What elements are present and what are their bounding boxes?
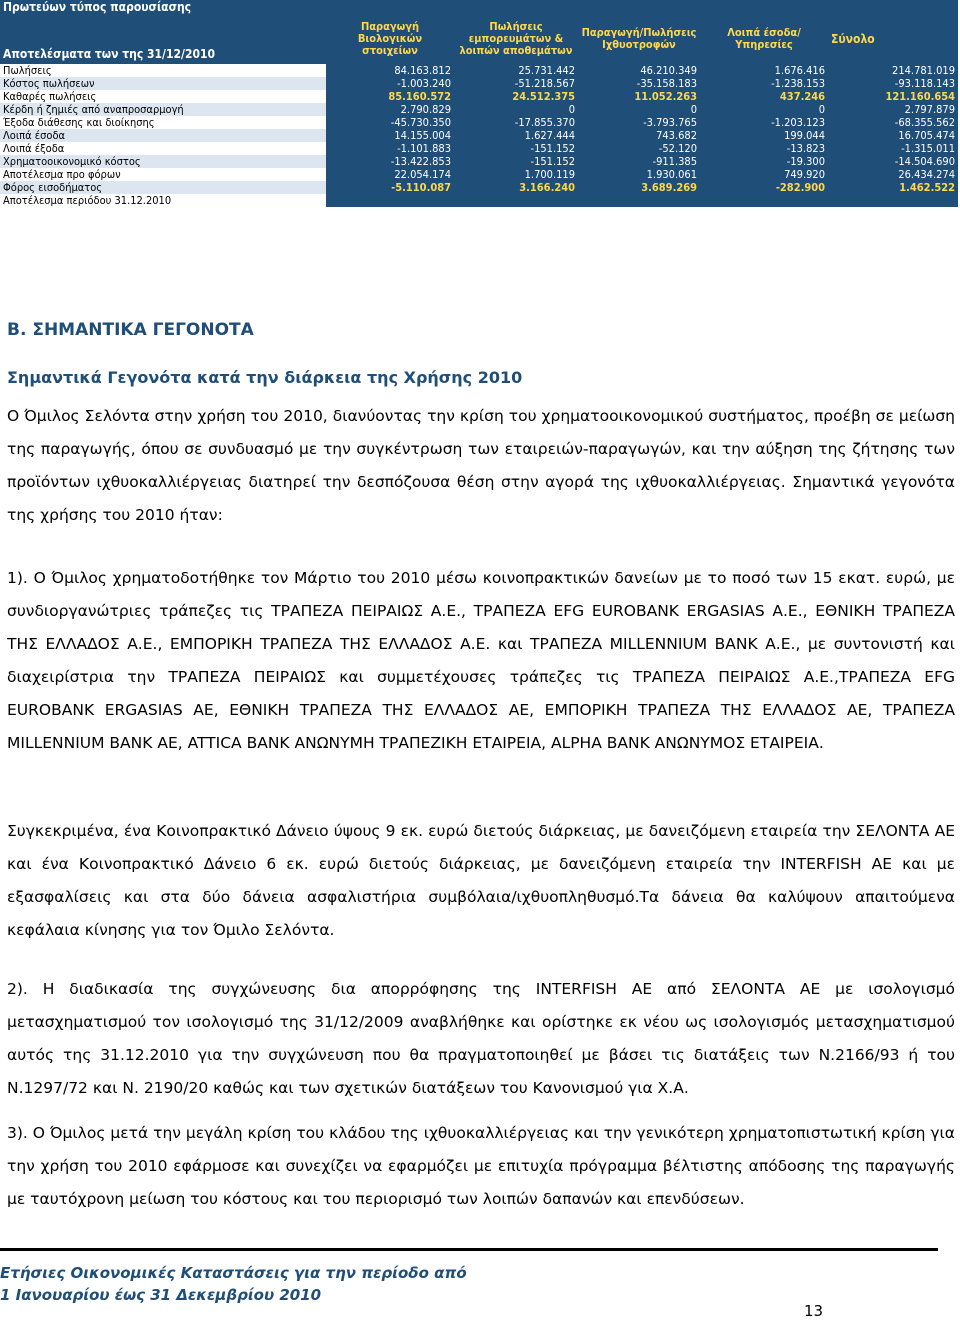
table-cell: 46.210.349: [578, 64, 700, 77]
table-cell: 0: [578, 103, 700, 116]
table-cell: [828, 194, 958, 207]
table-row: [0, 116, 958, 129]
table-cell: 0: [454, 103, 578, 116]
table-cell: [578, 194, 700, 207]
row-label: Λοιπά έξοδα: [0, 142, 326, 155]
table-cell: 1.627.444: [454, 129, 578, 142]
table-cell: 437.246: [700, 90, 828, 103]
table-row: [0, 103, 958, 116]
row-label: Αποτέλεσμα περιόδου 31.12.2010: [0, 194, 326, 207]
footer-line-1: Ετήσιες Οικονομικές Καταστάσεις για την περίοδο από: [0, 1264, 467, 1282]
table-cell: -51.218.567: [454, 77, 578, 90]
table-cell: 1.676.416: [700, 64, 828, 77]
table-cell: [454, 194, 578, 207]
page-number: 13: [804, 1302, 824, 1320]
paragraph: Συγκεκριμένα, ένα Κοινοπρακτικό Δάνειο ύψους 9 εκ. ευρώ διετούς διάρκειας, με δανειζόμενη εταιρεία την ΣΕΛΟΝΤΑ ΑΕ και ένα Κοινοπρακτικό Δάνειο 6 εκ. ευρώ διετούς διάρκειας, με δανειζόμενη εταιρεία την INTERFISH ΑΕ και με εξασφαλίσεις και στα δύο δάνεια ασφαλιστήρια συμβόλαια/ιχθυοπληθυσμό.Τα δάνεια θα καλύψουν απαιτούμενα κεφάλαια κίνησης για τον Όμιλο Σελόντα.: [7, 822, 955, 939]
table-cell: -13.422.853: [326, 155, 454, 168]
table-row: [0, 194, 958, 207]
table-cell: 749.920: [700, 168, 828, 181]
paragraph: Ο Όμιλος Σελόντα στην χρήση του 2010, διανύοντας την κρίση του χρηματοοικονομικού συστήματος, προέβη σε μείωση της παραγωγής, όπου σε συνδυασμό με την συγκέντρωση των εταιρειών-παραγωγών, και την αύξηση της ζήτησης των προϊόντων ιχθυοκαλλιέργειας διατηρεί την δεσπόζουσα θέση στην αγορά της ιχθυοκαλλιέργειας. Σημαντικά γεγονότα της χρήσης του 2010 ήταν:: [7, 407, 955, 524]
table-cell: -151.152: [454, 142, 578, 155]
table-cell: -17.855.370: [454, 116, 578, 129]
row-label: Χρηματοοικονομικό κόστος: [0, 155, 326, 168]
footer-title: [0, 1262, 467, 1306]
table-cell: -1.238.153: [700, 77, 828, 90]
table-cell: 0: [700, 103, 828, 116]
column-header: Πωλήσεις εμπορευμάτων & λοιπών αποθεμάτων: [454, 14, 578, 64]
table-caption: Πρωτεύων τύπος παρουσίασης: [0, 0, 326, 14]
row-label: Κόστος πωλήσεων: [0, 77, 326, 90]
table-cell: -14.504.690: [828, 155, 958, 168]
table-row: [0, 129, 958, 142]
footer-line-2: 1 Ιανουαρίου έως 31 Δεκεμβρίου 2010: [0, 1286, 322, 1304]
table-cell: -911.385: [578, 155, 700, 168]
table-cell: 121.160.654: [828, 90, 958, 103]
table-row: [0, 77, 958, 90]
table-cell: 25.731.442: [454, 64, 578, 77]
table-cell: [326, 194, 454, 207]
column-header: Παραγωγή Βιολογικών στοιχείων: [326, 14, 454, 64]
table-cell: 199.044: [700, 129, 828, 142]
table-cell: -151.152: [454, 155, 578, 168]
table-cell: 2.790.829: [326, 103, 454, 116]
table-cell: -5.110.087: [326, 181, 454, 194]
row-label: Καθαρές πωλήσεις: [0, 90, 326, 103]
paragraph: 2). Η διαδικασία της συγχώνευσης δια απορρόφησης της INTERFISH ΑΕ από ΣΕΛΟΝΤΑ ΑΕ με ισολογισμό μετασχηματισμού τον ισολογισμό της 31/12/2009 αναβλήθηκε και ορίστηκε εκ νέου ως ισολογισμός μετασχηματισμού αυτός της 31.12.2010 για την συγχώνευση που θα πραγματοποιηθεί με βάσει τις διατάξεις των Ν.2166/93 ή του Ν.1297/72 και Ν. 2190/20 καθώς και των σχετικών διατάξεων του Κανονισμού για Χ.Α.: [7, 980, 955, 1097]
table-cell: 743.682: [578, 129, 700, 142]
section-title: Β. ΣΗΜΑΝΤΙΚΑ ΓΕΓΟΝΟΤΑ: [7, 320, 254, 340]
table-cell: 22.054.174: [326, 168, 454, 181]
table-cell: -52.120: [578, 142, 700, 155]
table-cell: 24.512.375: [454, 90, 578, 103]
table-cell: -1.101.883: [326, 142, 454, 155]
column-header: Σύνολο: [828, 14, 958, 64]
row-label: Λοιπά έσοδα: [0, 129, 326, 142]
paragraph: 1). Ο Όμιλος χρηματοδοτήθηκε τον Μάρτιο του 2010 μέσω κοινοπρακτικών δανείων με το ποσό των 15 εκατ. ευρώ, με συνδιοργανώτριες τράπεζες τις ΤΡΑΠΕΖΑ ΠΕΙΡΑΙΩΣ Α.Ε., ΤΡΑΠΕΖΑ EFG EUROBANK ERGASIAS Α.Ε., ΕΘΝΙΚΗ ΤΡΑΠΕΖΑ ΤΗΣ ΕΛΛΑΔΟΣ Α.Ε., ΕΜΠΟΡΙΚΗ ΤΡΑΠΕΖΑ ΤΗΣ ΕΛΛΑΔΟΣ Α.Ε. και ΤΡΑΠΕΖΑ MILLENNIUM BANK Α.Ε., με συντονιστή και διαχειρίστρια την ΤΡΑΠΕΖΑ ΠΕΙΡΑΙΩΣ και συμμετέχουσες τράπεζες τις ΤΡΑΠΕΖΑ ΠΕΙΡΑΙΩΣ Α.Ε.,ΤΡΑΠΕΖΑ EFG EUROBANK ERGASIAS ΑΕ, ΕΘΝΙΚΗ ΤΡΑΠΕΖΑ ΤΗΣ ΕΛΛΑΔΟΣ ΑΕ, ΕΜΠΟΡΙΚΗ ΤΡΑΠΕΖΑ ΤΗΣ ΕΛΛΑΔΟΣ ΑΕ, ΤΡΑΠΕΖΑ MILLENNIUM BANK ΑΕ, ATTICA BANK ΑΝΩΝΥΜΗ ΤΡΑΠΕΖΙΚΗ ΕΤΑΙΡΕΙΑ, ALPHA BANK ΑΝΩΝΥΜΟΣ ΕΤΑΙΡΕΙΑ.: [7, 569, 955, 752]
table-row: [0, 64, 958, 77]
table-cell: 1.700.119: [454, 168, 578, 181]
segment-table: [0, 0, 960, 232]
table-cell: 214.781.019: [828, 64, 958, 77]
table-cell: -282.900: [700, 181, 828, 194]
table-cell: 1.462.522: [828, 181, 958, 194]
table-cell: -1.203.123: [700, 116, 828, 129]
table-cell: -1.003.240: [326, 77, 454, 90]
table-cell: -3.793.765: [578, 116, 700, 129]
table-cell: 11.052.263: [578, 90, 700, 103]
paragraph: 3). Ο Όμιλος μετά την μεγάλη κρίση του κλάδου της ιχθυοκαλλιέργειας και την γενικότερη χρηματοπιστωτική κρίση για την χρήση του 2010 εφάρμοσε και συνεχίζει να εφαρμόζει με επιτυχία πρόγραμμα βέλτιστης απόδοσης της παραγωγής με ταυτόχρονη μείωση του κόστους και του περιορισμό των λοιπών δαπανών και επενδύσεων.: [7, 1124, 955, 1208]
column-header: Παραγωγή/Πωλήσεις Ιχθυοτροφών: [578, 14, 700, 64]
row-label: Πωλήσεις: [0, 64, 326, 77]
table-cell: -19.300: [700, 155, 828, 168]
table-cell: 3.689.269: [578, 181, 700, 194]
table-cell: -93.118.143: [828, 77, 958, 90]
table-row: [0, 168, 958, 181]
table-row: [0, 142, 958, 155]
table-cell: 14.155.004: [326, 129, 454, 142]
table-cell: [700, 194, 828, 207]
period-label: Αποτελέσματα των της 31/12/2010: [0, 14, 326, 64]
table-cell: -1.315.011: [828, 142, 958, 155]
table-row: [0, 155, 958, 168]
row-label: Έξοδα διάθεσης και διοίκησης: [0, 116, 326, 129]
table-cell: -45.730.350: [326, 116, 454, 129]
table-cell: 3.166.240: [454, 181, 578, 194]
footer-divider: [0, 1248, 938, 1251]
section-subheading: Σημαντικά Γεγονότα κατά την διάρκεια της Χρήσης 2010: [7, 368, 523, 387]
table-cell: 84.163.812: [326, 64, 454, 77]
table-cell: -13.823: [700, 142, 828, 155]
table-cell: 2.797.879: [828, 103, 958, 116]
table-row: [0, 181, 958, 194]
table-cell: -68.355.562: [828, 116, 958, 129]
column-header: Λοιπά έσοδα/ Υπηρεσίες: [700, 14, 828, 64]
table-cell: 85.160.572: [326, 90, 454, 103]
table-cell: 1.930.061: [578, 168, 700, 181]
row-label: Αποτέλεσμα προ φόρων: [0, 168, 326, 181]
table-row: [0, 90, 958, 103]
table-cell: -35.158.183: [578, 77, 700, 90]
row-label: Κέρδη ή ζημιές από αναπροσαρμογή: [0, 103, 326, 116]
row-label: Φόρος εισοδήματος: [0, 181, 326, 194]
table-cell: 16.705.474: [828, 129, 958, 142]
table-cell: 26.434.274: [828, 168, 958, 181]
